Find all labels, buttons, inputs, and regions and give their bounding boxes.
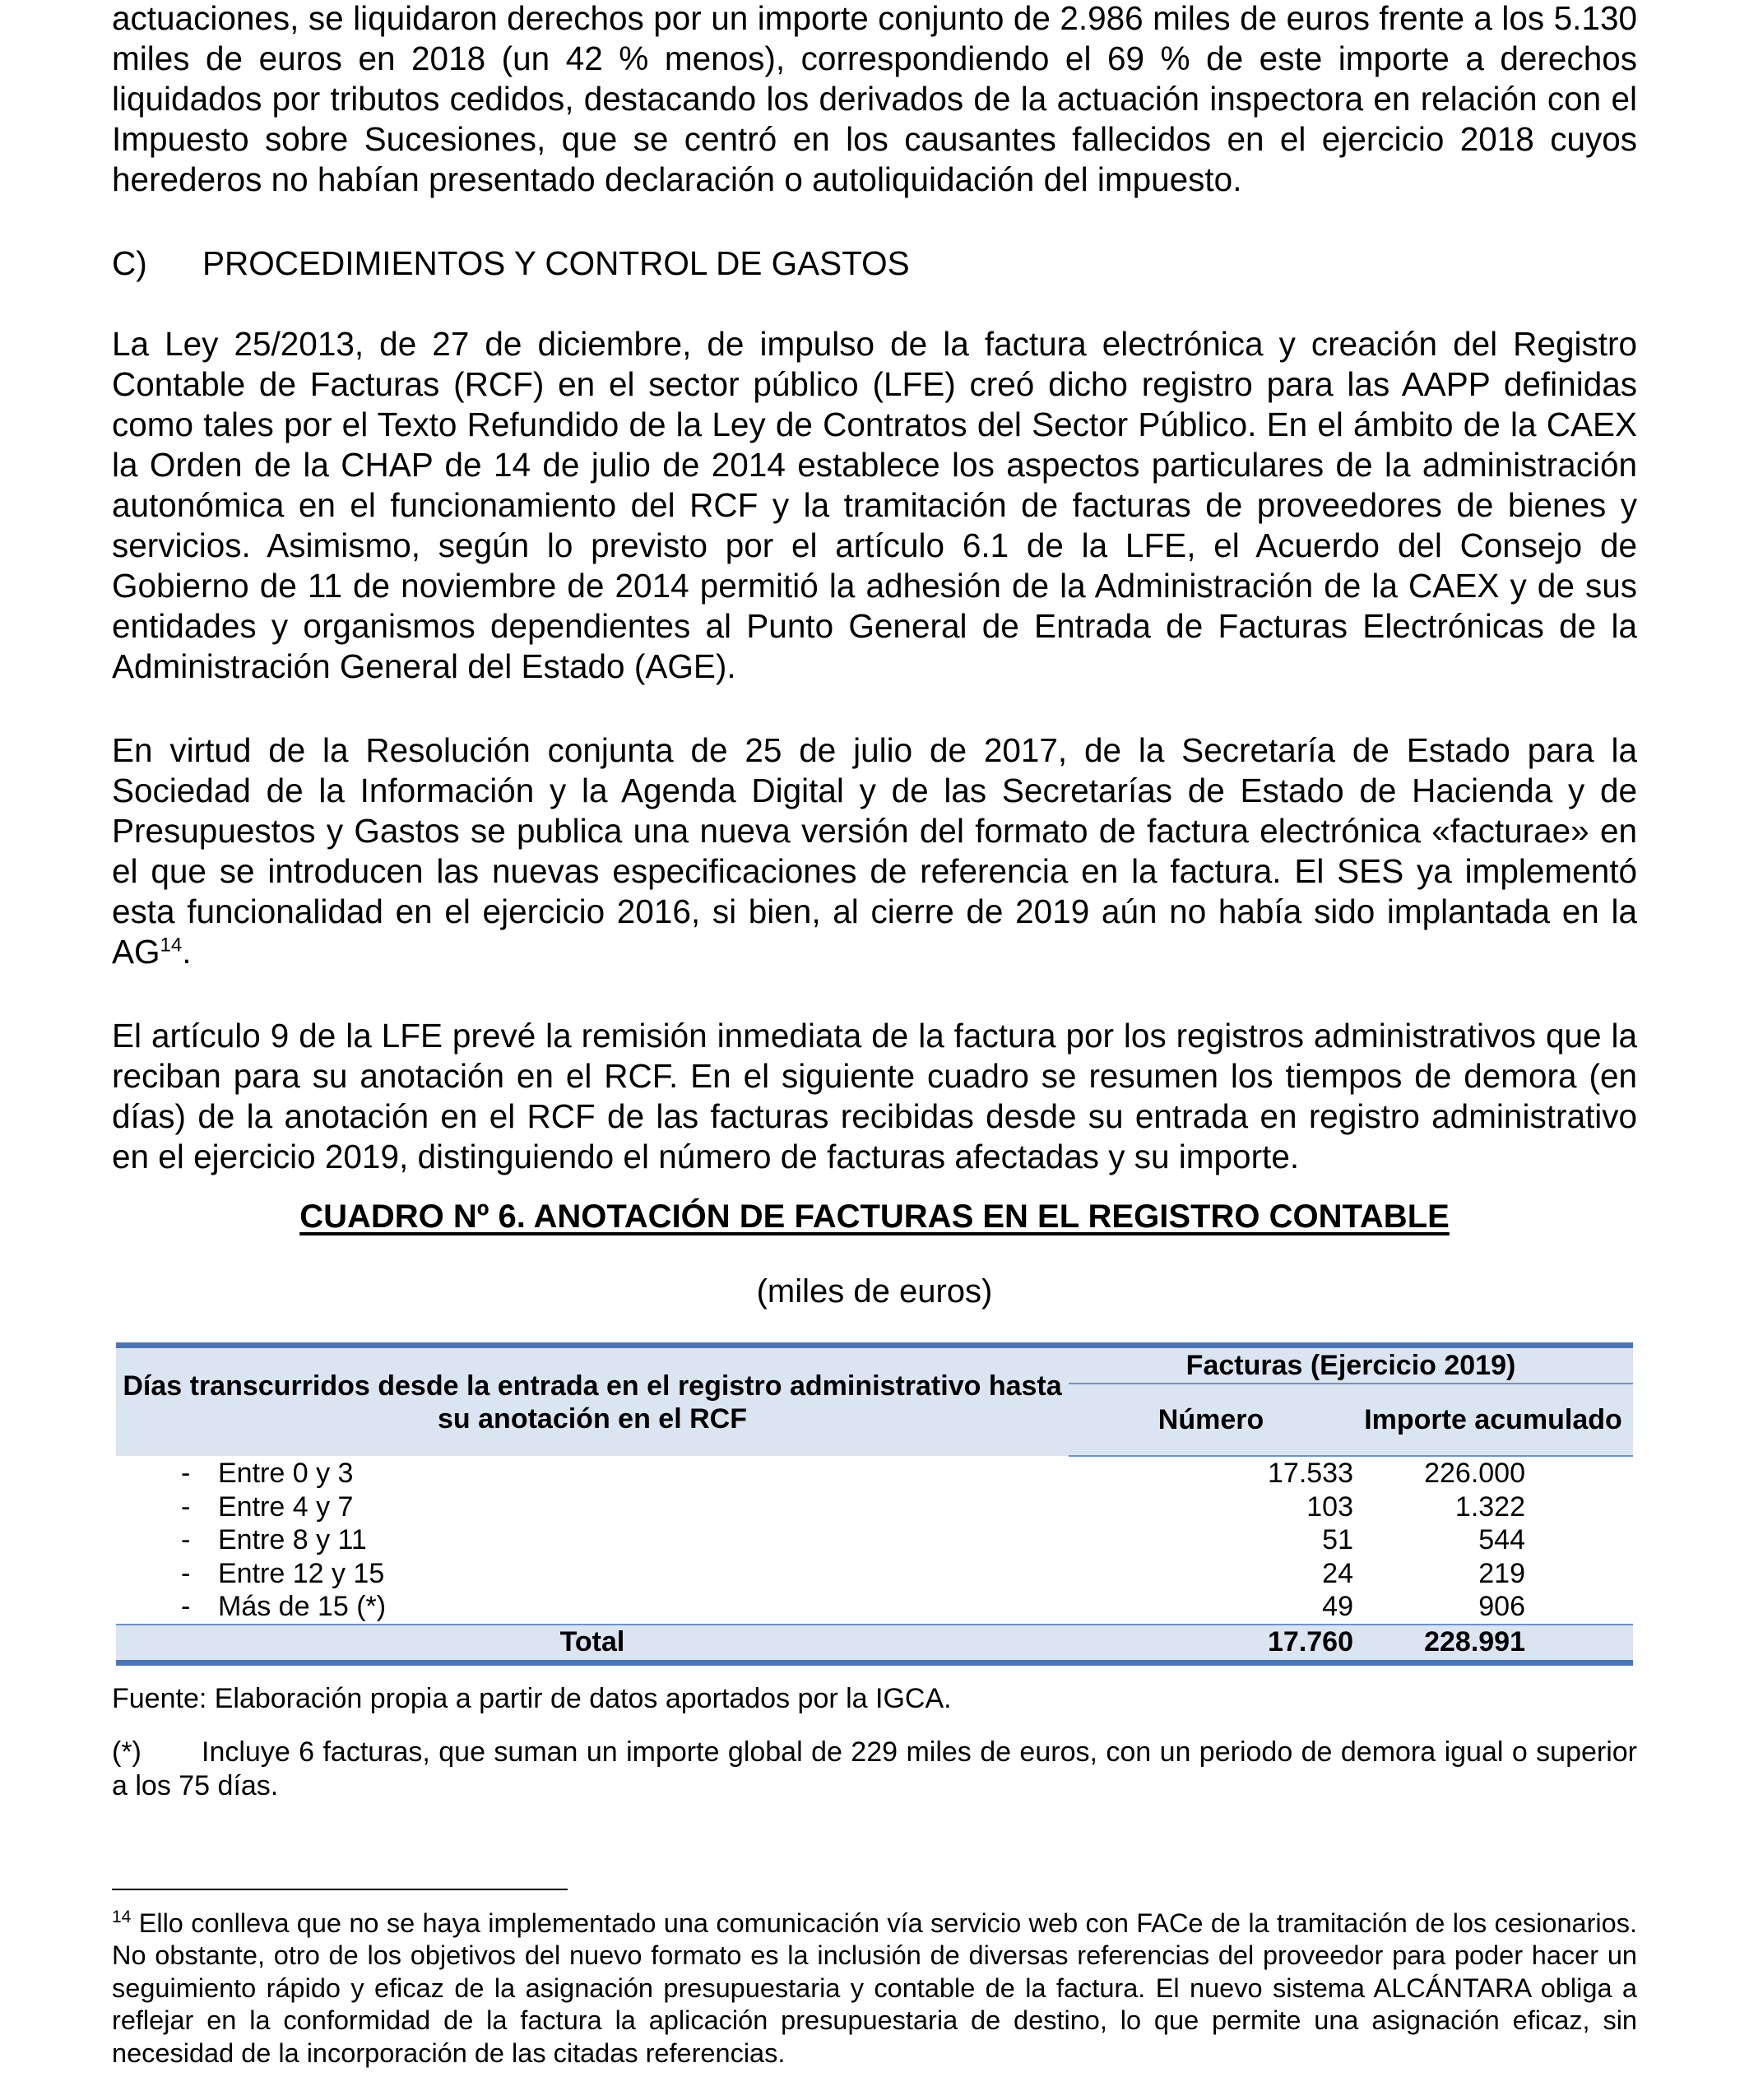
table-header-row xyxy=(116,1346,1633,1384)
row-label: - Entre 8 y 11 xyxy=(181,1524,367,1555)
table-source: Fuente: Elaboración propia a partir de datos aportados por la IGCA. xyxy=(112,1682,952,1714)
table-row xyxy=(116,1590,1633,1625)
header-importe: Importe acumulado xyxy=(1353,1384,1633,1456)
paragraph-facturae-text: En virtud de la Resolución conjunta de 25 de julio de 2017, de la Secretaría de Estado para la Sociedad de la Información y la Agenda Digital y de las Secretarías de Estado de Hacienda y de Presupuestos y Gastos se publica una nueva versión del formato de factura electrónica «facturae» en el que se introducen las nuevas especificaciones de referencia en la factura. El SES ya implementó esta funcionalidad en el ejercicio 2016, si bien, al cierre de 2019 aún no había sido implantada en la AG xyxy=(112,731,1637,971)
table-row xyxy=(116,1523,1633,1557)
table-note xyxy=(112,1736,1637,1803)
table-total-row xyxy=(116,1625,1633,1663)
footnote xyxy=(112,1908,1637,2070)
paragraph-facturae xyxy=(112,730,1637,972)
row-label: - Entre 12 y 15 xyxy=(181,1557,385,1589)
total-label: Total xyxy=(116,1625,1069,1663)
row-numero: 49 xyxy=(1322,1591,1353,1622)
footnote-reference[interactable]: 14 xyxy=(160,934,183,957)
row-importe: 226.000 xyxy=(1424,1458,1525,1489)
header-facturas: Facturas (Ejercicio 2019) xyxy=(1069,1346,1633,1384)
row-numero: 17.533 xyxy=(1268,1458,1353,1489)
footnote-divider xyxy=(112,1889,568,1890)
row-label: - Entre 0 y 3 xyxy=(181,1457,354,1489)
table-row xyxy=(116,1456,1633,1490)
row-importe: 219 xyxy=(1478,1557,1525,1589)
table-row xyxy=(116,1490,1633,1524)
header-days: Días transcurridos desde la entrada en el registro administrativo hasta su anotación en el RCF xyxy=(116,1346,1069,1457)
document-page xyxy=(112,0,1637,2070)
row-importe: 906 xyxy=(1478,1591,1525,1622)
paragraph-lfe: La Ley 25/2013, de 27 de diciembre, de impulso de la factura electrónica y creación del Registro Contable de Facturas (RCF) en el sector público (LFE) creó dicho registro para las AAPP definidas como tales por el Texto Refundido de la Ley de Contratos del Sector Público. En el ámbito de la CAEX la Orden de la CHAP de 14 de julio de 2014 establece los aspectos particulares de la administración autonómica en el funcionamiento del RCF y la tramitación de facturas de proveedores de bienes y servicios. Asimismo, según lo previsto por el artículo 6.1 de la LFE, el Acuerdo del Consejo de Gobierno de 11 de noviembre de 2014 permitió la adhesión de la Administración de la CAEX y de sus entidades y organismos dependientes al Punto General de Entrada de Facturas Electrónicas de la Administración General del Estado (AGE). xyxy=(112,325,1637,685)
table-subtitle: (miles de euros) xyxy=(756,1273,993,1310)
header-numero: Número xyxy=(1069,1384,1353,1456)
total-importe: 228.991 xyxy=(1353,1625,1633,1663)
intro-paragraph: actuaciones, se liquidaron derechos por un importe conjunto de 2.986 miles de euros frente a los 5.130 miles de euros en 2018 (un 42 % menos), correspondiendo el 69 % de este importe a derechos liquidados por tributos cedidos, destacando los derivados de la actuación inspectora en relación con el Impuesto sobre Sucesiones, que se centró en los causantes fallecidos en el ejercicio 2018 cuyos herederos no habían presentado declaración o autoliquidación del impuesto. xyxy=(112,0,1637,198)
footnote-number: 14 xyxy=(112,1907,132,1926)
note-text: Incluye 6 facturas, que suman un importe global de 229 miles de euros, con un periodo de demora igual o superior a los 75 días. xyxy=(112,1736,1637,1801)
section-title: PROCEDIMIENTOS Y CONTROL DE GASTOS xyxy=(202,244,910,282)
section-heading xyxy=(112,243,1637,284)
invoices-table xyxy=(116,1342,1633,1666)
row-label: - Entre 4 y 7 xyxy=(181,1490,354,1523)
total-numero: 17.760 xyxy=(1069,1625,1353,1663)
paragraph-article9: El artículo 9 de la LFE prevé la remisión inmediata de la factura por los registros administrativos que la reciban para su anotación en el RCF. En el siguiente cuadro se resumen los tiempos de demora (en días) de la anotación en el RCF de las facturas recibidas desde su entrada en registro administrativo en el ejercicio 2019, distinguiendo el número de facturas afectadas y su importe. xyxy=(112,1017,1637,1175)
note-mark: (*) xyxy=(112,1736,141,1768)
table-row xyxy=(116,1557,1633,1591)
row-importe: 544 xyxy=(1478,1524,1525,1555)
row-importe: 1.322 xyxy=(1454,1490,1525,1523)
row-numero: 103 xyxy=(1306,1490,1353,1523)
row-numero: 24 xyxy=(1322,1557,1353,1589)
footnote-text: Ello conlleva que no se haya implementado una comunicación vía servicio web con FACe de la tramitación de los cesionarios. No obstante, otro de los objetivos del nuevo formato es la inclusión de diversas referencias del proveedor para poder hacer un seguimiento rápido y eficaz de la asignación presupuestaria y contable de la factura. El nuevo sistema ALCÁNTARA obliga a reflejar en la conformidad de la factura la aplicación presupuestaria de destino, lo que permite una asignación eficaz, sin necesidad de la incorporación de las citadas referencias. xyxy=(112,1908,1637,2068)
paragraph-facturae-end: . xyxy=(182,933,192,971)
row-numero: 51 xyxy=(1322,1524,1353,1555)
table-title: CUADRO Nº 6. ANOTACIÓN DE FACTURAS EN EL REGISTRO CONTABLE xyxy=(299,1198,1450,1235)
section-letter: C) xyxy=(112,244,147,282)
row-label: - Más de 15 (*) xyxy=(181,1591,387,1622)
